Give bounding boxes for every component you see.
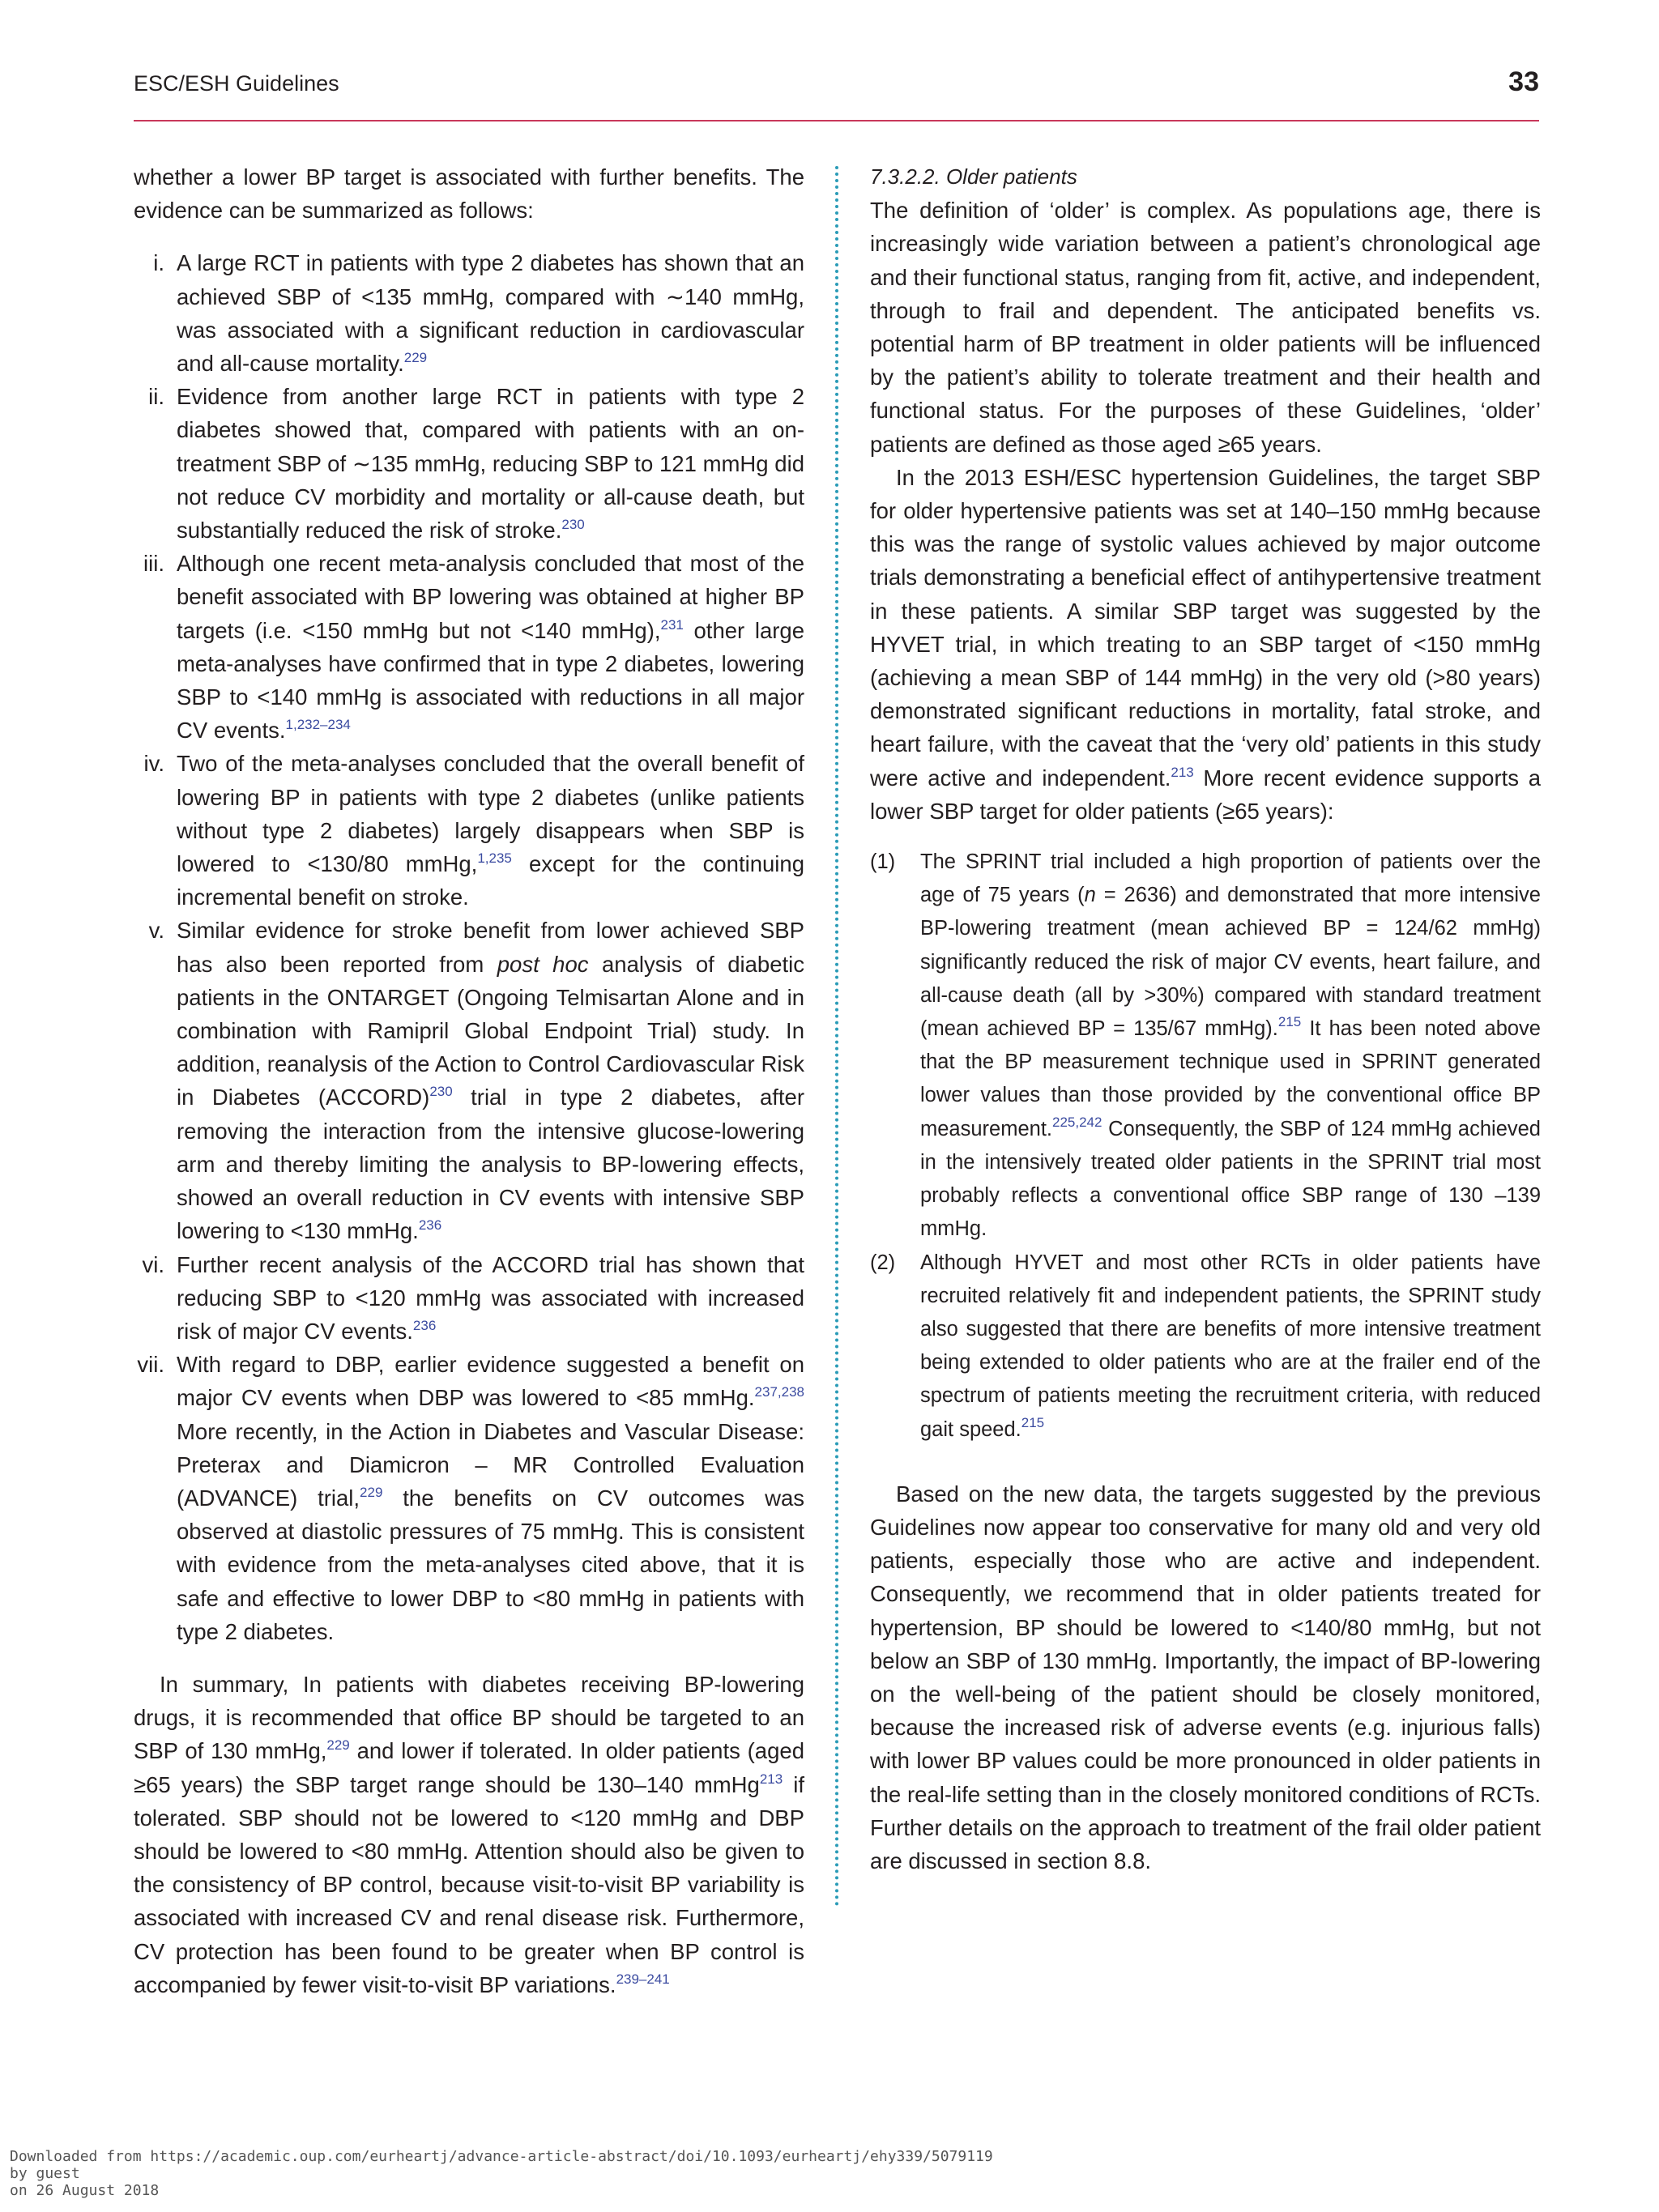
list-item	[134, 1348, 804, 1648]
list-text: It has been noted above that the BP measurement technique used in SPRINT generated lower values than those provided by the conventional office BP measurement.	[920, 1017, 1541, 1140]
left-column	[134, 160, 804, 2001]
citation-link[interactable]: 229	[403, 350, 428, 366]
list-item	[134, 547, 804, 747]
paragraph-text: More recent evidence supports a lower SBP target for older patients (≥65 years):	[870, 765, 1541, 824]
list-item	[134, 1248, 804, 1349]
citation-link[interactable]: 236	[418, 1217, 442, 1234]
list-number: v.	[148, 918, 164, 944]
citation-link[interactable]: 1,232–234	[285, 717, 351, 733]
citation-link[interactable]: 215	[1277, 1014, 1302, 1030]
italic-term: post hoc	[497, 951, 589, 977]
list-number: iv.	[143, 751, 164, 777]
right-column	[870, 160, 1541, 1877]
download-footer	[10, 2148, 993, 2199]
page-number: 33	[1508, 66, 1539, 97]
citation-link[interactable]: 230	[561, 517, 585, 533]
journal-title: ESC/ESH Guidelines	[134, 71, 339, 96]
list-text: More recently, in the Action in Diabetes and Vascular Disease: Preterax and Diamicron – MR Controlled Evaluation (ADVANCE) trial,	[177, 1418, 804, 1511]
footer-line: Downloaded from https://academic.oup.com/eurheartj/advance-article-abstract/doi/10.1093/eurheartj/ehy339/5079119	[10, 2148, 993, 2165]
evidence-list	[134, 246, 804, 1648]
list-number: (2)	[870, 1251, 896, 1274]
spacer	[870, 1464, 1541, 1477]
list-item	[134, 246, 804, 380]
citation-link[interactable]: 213	[759, 1771, 783, 1787]
summary-paragraph	[134, 1668, 804, 2001]
definition-paragraph: The definition of ‘older’ is complex. As populations age, there is increasingly wide variation between a patient’s chronological age and their functional status, ranging from fit, active, and independent, through to frail and dependent. The anticipated benefits vs. potential harm of BP treatment in older patients will be influenced by the patient’s ability to tolerate treatment and their health and functional status. For the purposes of these Guidelines, ‘older’ patients are defined as those aged ≥65 years.	[870, 198, 1541, 457]
list-number: (1)	[870, 850, 896, 874]
list-text: A large RCT in patients with type 2 diabetes has shown that an achieved SBP of <135 mmHg, compared with ∼140 mmHg, was associated with a significant reduction in cardiovascular and all-cause mortality.	[177, 250, 804, 377]
paragraph-text: if tolerated. SBP should not be lowered to <120 mmHg and DBP should be lowered to <80 mmHg. Attention should also be given to the consistency of BP control, because visit-to-visit BP variability is associated with increased CV and renal disease risk. Furthermore, CV protection has been found to be greater when BP control is accompanied by fewer visit-to-visit BP variations.	[134, 1771, 805, 1997]
paragraph-text: In summary, In patients with diabetes receiving BP-lowering drugs, it is recommended that office BP should be targeted to an SBP of 130 mmHg,	[134, 1671, 804, 1764]
guidelines-paragraph	[870, 461, 1541, 828]
list-number: iii.	[143, 551, 164, 577]
list-text: the benefits on CV outcomes was observed at diastolic pressures of 75 mmHg. This is consistent with evidence from the meta-analyses cited above, that it is safe and effective to lower DBP to <80 mmHg in patients with type 2 diabetes.	[177, 1485, 804, 1644]
list-item	[870, 1247, 1541, 1447]
citation-link[interactable]: 237,238	[754, 1384, 804, 1400]
citation-link[interactable]: 215	[1021, 1414, 1045, 1430]
list-text: = 2636) and demonstrated that more intensive BP-lowering treatment (mean achieved BP = 124/62 mmHg) significantly reduced the risk of major CV events, heart failure, and all-cause death (all by >30%) compared with standard treatment (mean achieved BP = 135/67 mmHg).	[920, 884, 1541, 1041]
list-text: Although HYVET and most other RCTs in older patients have recruited relatively fit and independent patients, the SPRINT study also suggested that there are benefits of more intensive treatment being extended to older patients who are at the frailer end of the spectrum of patients meeting the recruitment criteria, with reduced gait speed.	[920, 1251, 1541, 1441]
list-text: trial in type 2 diabetes, after removing the interaction from the intensive glucose-lowering arm and thereby limiting the analysis to BP-lowering effects, showed an overall reduction in CV events with intensive SBP lowering to <130 mmHg.	[177, 1085, 804, 1244]
list-text: With regard to DBP, earlier evidence suggested a benefit on major CV events when DBP was lowered to <85 mmHg.	[177, 1352, 804, 1411]
paragraph-text: and lower if tolerated. In older patients (aged ≥65 years) the SBP target range should be 130–140 mmHg	[134, 1738, 804, 1797]
list-number: vi.	[142, 1251, 164, 1277]
citation-link[interactable]: 213	[1171, 764, 1194, 780]
citation-link[interactable]: 230	[429, 1084, 453, 1100]
list-item	[134, 914, 804, 1247]
page-header	[134, 63, 1539, 121]
list-item	[134, 380, 804, 547]
paragraph-text: In the 2013 ESH/ESC hypertension Guidelines, the target SBP for older hypertensive patients was set at 140–150 mmHg because this was the range of systolic values achieved by major outcome trials demonstrating a beneficial effect of antihypertensive treatment in these patients. A similar SBP target was suggested by the HYVET trial, in which treating to an SBP target of <150 mmHg (achieving a mean SBP of 144 mmHg) in the very old (>80 years) demonstrated significant reductions in mortality, fatal stroke, and heart failure, with the caveat that the ‘very old’ patients in this study were active and independent.	[870, 464, 1541, 791]
list-text: Similar evidence for stroke benefit from lower achieved SBP has also been reported from	[177, 918, 804, 977]
list-number: ii.	[148, 384, 164, 410]
list-item	[870, 846, 1541, 1246]
list-text: Two of the meta-analyses concluded that the overall benefit of lowering BP in patients with type 2 diabetes (unlike patients without type 2 diabetes) largely disappears when SBP is lowered to <130/80 mmHg,	[177, 751, 804, 877]
list-number: vii.	[137, 1352, 164, 1378]
section-heading: 7.3.2.2. Older patients	[870, 164, 1077, 189]
footer-line: by guest	[10, 2165, 80, 2182]
citation-link[interactable]: 236	[412, 1317, 437, 1333]
citation-link[interactable]: 225,242	[1052, 1114, 1102, 1130]
intro-paragraph: whether a lower BP target is associated with further benefits. The evidence can be summarized as follows:	[134, 164, 804, 224]
list-text: Further recent analysis of the ACCORD trial has shown that reducing SBP to <120 mmHg was associated with increased risk of major CV events.	[177, 1251, 804, 1344]
list-text: Consequently, the SBP of 124 mmHg achieved in the intensively treated older patients in the SPRINT trial most probably reflects a conventional office SBP range of 130 –139 mmHg.	[920, 1117, 1541, 1241]
recommendation-paragraph: Based on the new data, the targets suggested by the previous Guidelines now appear too conservative for many old and very old patients, especially those who are active and independent. Consequently, we recommend that in older patients treated for hypertension, BP should be lowered to <140/80 mmHg, but not below an SBP of 130 mmHg. Importantly, the impact of BP-lowering on the well-being of the patient should be closely monitored, because the increased risk of adverse events (e.g. injurious falls) with lower BP values could be more pronounced in older patients in the real-life setting than in the closely monitored conditions of RCTs. Further details on the approach to treatment of the frail older patient are discussed in section 8.8.	[870, 1481, 1541, 1873]
citation-link[interactable]: 229	[360, 1484, 383, 1500]
list-text: Evidence from another large RCT in patients with type 2 diabetes showed that, compared with patients with an on-treatment SBP of ∼135 mmHg, reducing SBP to 121 mmHg did not reduce CV morbidity and mortality or all-cause death, but substantially reduced the risk of stroke.	[177, 384, 804, 543]
list-text: Although one recent meta-analysis concluded that most of the benefit associated with BP lowering was obtained at higher BP targets (i.e. <150 mmHg but not <140 mmHg),	[177, 551, 804, 643]
list-text: except for the continuing incremental benefit on stroke.	[177, 851, 804, 910]
list-item	[134, 747, 804, 914]
italic-term: n	[1084, 884, 1096, 907]
list-text: The SPRINT trial included a high proportion of patients over the age of 75 years (	[920, 850, 1541, 907]
footer-line: on 26 August 2018	[10, 2182, 160, 2199]
list-number: i.	[153, 250, 164, 276]
column-divider	[835, 166, 838, 1907]
list-text: analysis of diabetic patients in the ONTARGET (Ongoing Telmisartan Alone and in combination with Ramipril Global Endpoint Trial) study. In addition, reanalysis of the Action to Control Cardiovascular Risk in Diabetes (ACCORD)	[177, 951, 805, 1110]
citation-link[interactable]: 231	[660, 616, 684, 633]
list-text: other large meta-analyses have confirmed that in type 2 diabetes, lowering SBP to <140 mmHg is associated with reductions in all major CV events.	[177, 617, 804, 744]
citation-link[interactable]: 1,235	[477, 850, 512, 867]
citation-link[interactable]: 239–241	[616, 1971, 670, 1987]
older-patients-list	[870, 846, 1541, 1447]
citation-link[interactable]: 229	[326, 1737, 350, 1754]
